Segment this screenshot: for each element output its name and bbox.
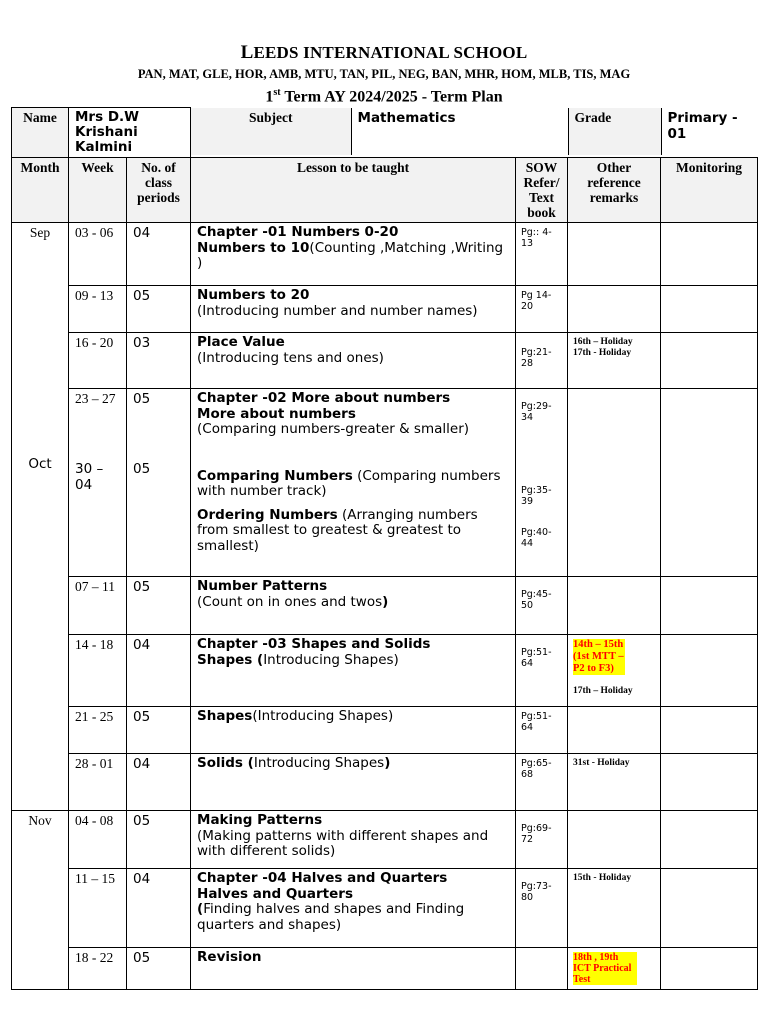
week-cell: 14 - 18 — [69, 635, 127, 707]
monitoring-cell — [661, 389, 758, 577]
grade-value: Primary - 01 — [661, 108, 758, 155]
sow-cell: Pg:69-72 — [516, 811, 568, 869]
col-monitoring: Monitoring — [661, 158, 758, 223]
periods-cell: 05 — [127, 948, 191, 990]
periods-cell: 05 — [127, 286, 191, 333]
sow-cell: Pg:65-68 — [516, 754, 568, 811]
monitoring-cell — [661, 948, 758, 990]
remark-cell: 15th - Holiday — [568, 869, 661, 948]
lesson-cell: Numbers to 20 (Introducing number and number names) — [191, 286, 516, 333]
lesson-cell: Making Patterns (Making patterns with different shapes and with different solids) — [191, 811, 516, 869]
table-row — [12, 577, 758, 635]
col-periods: No. of class periods — [127, 158, 191, 223]
col-lesson: Lesson to be taught — [191, 158, 516, 223]
month-cell: Sep Oct — [12, 223, 69, 577]
periods-cell: 04 — [127, 869, 191, 948]
lesson-cell: Chapter -03 Shapes and Solids Shapes (Introducing Shapes) — [191, 635, 516, 707]
periods-cell: 05 — [127, 707, 191, 754]
lesson-cell: Chapter -04 Halves and Quarters Halves and Quarters (Finding halves and shapes and Finding quarters and shapes) — [191, 869, 516, 948]
remark-cell — [568, 707, 661, 754]
periods-cell: 05 — [127, 811, 191, 869]
week-cell: 23 – 27 30 – 04 — [69, 389, 127, 577]
table-row — [12, 333, 758, 389]
table-row — [12, 707, 758, 754]
table-row — [12, 869, 758, 948]
term-title: 1st Term AY 2024/2025 - Term Plan — [265, 87, 503, 106]
sow-cell: Pg:21-28 — [516, 333, 568, 389]
table-row — [12, 948, 758, 990]
lesson-cell: Shapes(Introducing Shapes) — [191, 707, 516, 754]
info-row — [12, 108, 758, 158]
remark-cell — [568, 577, 661, 635]
document-header — [0, 42, 768, 107]
lesson-cell: Solids (Introducing Shapes) — [191, 754, 516, 811]
sow-cell: Pg:73-80 — [516, 869, 568, 948]
week-cell: 09 - 13 — [69, 286, 127, 333]
monitoring-cell — [661, 635, 758, 707]
sow-cell: Pg:51-64 — [516, 707, 568, 754]
periods-cell: 05 05 — [127, 389, 191, 577]
lesson-cell: Chapter -02 More about numbers More about numbers (Comparing numbers-greater & smaller) Comparing Numbers (Comparing numbers with number track) Ordering Numbers (Arranging numbers from smallest to greatest & greatest to smallest) — [191, 389, 516, 577]
lesson-cell: Place Value (Introducing tens and ones) — [191, 333, 516, 389]
term-plan-table — [11, 107, 758, 990]
sow-cell: Pg:51-64 — [516, 635, 568, 707]
table-row — [12, 754, 758, 811]
week-cell: 03 - 06 — [69, 223, 127, 286]
remark-cell — [568, 811, 661, 869]
sow-cell — [516, 948, 568, 990]
table-row — [12, 223, 758, 286]
remark-cell — [568, 389, 661, 577]
week-cell: 07 – 11 — [69, 577, 127, 635]
teacher-name: Mrs D.W Krishani Kalmini — [69, 108, 191, 158]
lesson-cell: Number Patterns (Count on in ones and twos) — [191, 577, 516, 635]
col-other: Other reference remarks — [568, 158, 661, 223]
monitoring-cell — [661, 223, 758, 286]
monitoring-cell — [661, 333, 758, 389]
periods-cell: 03 — [127, 333, 191, 389]
column-header-row — [12, 158, 758, 223]
monitoring-cell — [661, 754, 758, 811]
sow-cell: Pg:29-34 Pg:35-39 Pg:40-44 — [516, 389, 568, 577]
table-row — [12, 286, 758, 333]
week-cell: 18 - 22 — [69, 948, 127, 990]
week-cell: 16 - 20 — [69, 333, 127, 389]
month-cell — [12, 577, 69, 811]
week-cell: 11 – 15 — [69, 869, 127, 948]
week-cell: 04 - 08 — [69, 811, 127, 869]
monitoring-cell — [661, 869, 758, 948]
sow-cell: Pg 14-20 — [516, 286, 568, 333]
periods-cell: 04 — [127, 635, 191, 707]
periods-cell: 04 — [127, 754, 191, 811]
remark-cell: 14th – 15th (1st MTT – P2 to F3) 17th – Holiday — [568, 635, 661, 707]
grade-label: Grade — [568, 108, 661, 155]
periods-cell: 04 — [127, 223, 191, 286]
remark-cell: 31st - Holiday — [568, 754, 661, 811]
month-cell: Nov — [12, 811, 69, 990]
monitoring-cell — [661, 577, 758, 635]
periods-cell: 05 — [127, 577, 191, 635]
col-month: Month — [12, 158, 69, 223]
table-row — [12, 811, 758, 869]
remark-cell: 18th , 19th ICT Practical Test — [568, 948, 661, 990]
lesson-cell: Revision — [191, 948, 516, 990]
monitoring-cell — [661, 707, 758, 754]
subject-label: Subject — [191, 108, 351, 155]
branch-codes: PAN, MAT, GLE, HOR, AMB, MTU, TAN, PIL, NEG, BAN, MHR, HOM, MLB, TIS, MAG — [137, 67, 631, 81]
lesson-cell: Chapter -01 Numbers 0-20 Numbers to 10(Counting ,Matching ,Writing ) — [191, 223, 516, 286]
remark-cell: 16th – Holiday 17th - Holiday — [568, 333, 661, 389]
remark-cell — [568, 286, 661, 333]
table-row — [12, 635, 758, 707]
sow-cell: Pg:: 4-13 — [516, 223, 568, 286]
col-week: Week — [69, 158, 127, 223]
subject-value: Mathematics — [351, 108, 568, 155]
table-row — [12, 389, 758, 577]
monitoring-cell — [661, 811, 758, 869]
week-cell: 28 - 01 — [69, 754, 127, 811]
name-label: Name — [12, 108, 69, 158]
sow-cell: Pg:45-50 — [516, 577, 568, 635]
col-sow: SOW Refer/ Text book — [516, 158, 568, 223]
week-cell: 21 - 25 — [69, 707, 127, 754]
remark-cell — [568, 223, 661, 286]
school-name: LEEDS INTERNATIONAL SCHOOL — [240, 42, 528, 63]
monitoring-cell — [661, 286, 758, 333]
